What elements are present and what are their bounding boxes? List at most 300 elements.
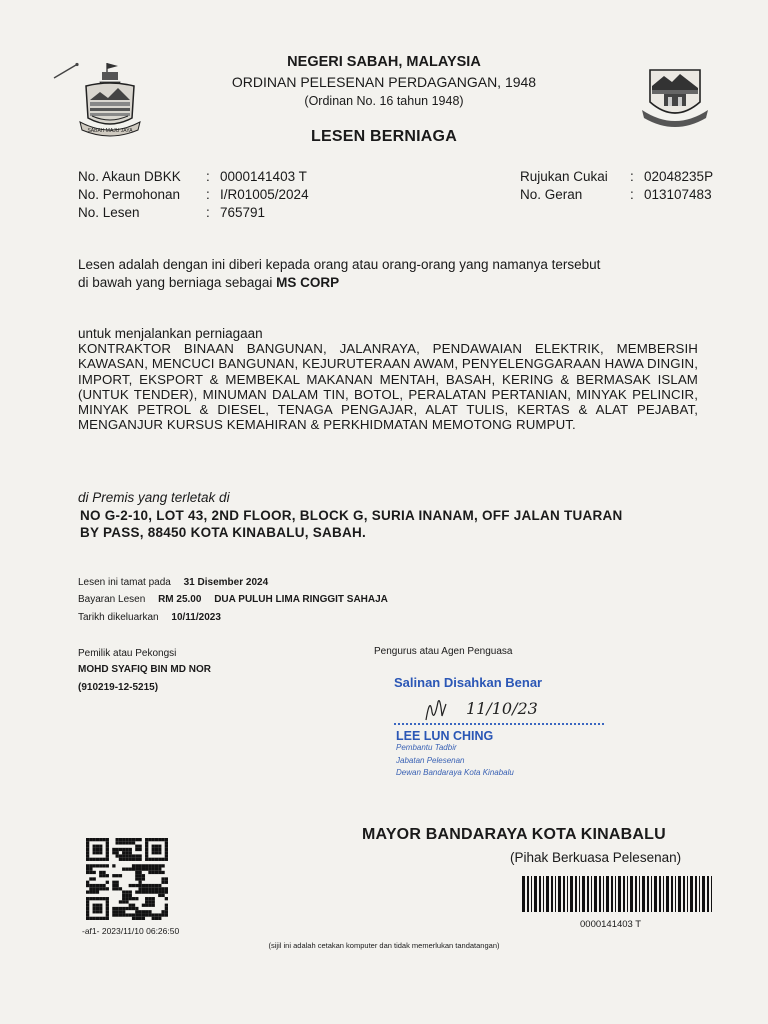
qr-module: [145, 848, 148, 851]
qr-module: [165, 890, 168, 893]
qr-module: [99, 907, 102, 910]
barcode: [520, 876, 718, 912]
qr-module: [106, 838, 109, 841]
barcode-number: 0000141403 T: [580, 919, 642, 930]
id-value: 765791: [220, 205, 266, 220]
qr-module: [138, 871, 141, 874]
qr-module: [132, 904, 135, 907]
qr-module: [129, 868, 132, 871]
id-separator: :: [630, 187, 634, 202]
qr-module: [125, 838, 128, 841]
qr-module: [119, 841, 122, 844]
document-title: LESEN BERNIAGA: [311, 128, 457, 145]
qr-module: [86, 838, 89, 841]
barcode-bar: [591, 876, 592, 912]
premises-label: di Premis yang terletak di: [78, 490, 230, 505]
address-line-2: BY PASS, 88450 KOTA KINABALU, SABAH.: [80, 525, 367, 540]
barcode-bar: [699, 876, 700, 912]
qr-module: [132, 913, 135, 916]
qr-module: [138, 845, 141, 848]
qr-module: [145, 858, 148, 861]
qr-module: [122, 854, 125, 857]
qr-module: [122, 897, 125, 900]
qr-module: [86, 841, 89, 844]
qr-module: [102, 884, 105, 887]
qr-module: [86, 871, 89, 874]
qr-module: [86, 854, 89, 857]
qr-module: [102, 864, 105, 867]
qr-module: [86, 868, 89, 871]
payment-words: DUA PULUH LIMA RINGGIT SAHAJA: [214, 594, 388, 605]
qr-module: [158, 884, 161, 887]
qr-module: [96, 904, 99, 907]
qr-module: [112, 913, 115, 916]
barcode-bar: [666, 876, 669, 912]
barcode-bar: [551, 876, 553, 912]
barcode-bar: [582, 876, 585, 912]
qr-module: [99, 864, 102, 867]
qr-module: [96, 864, 99, 867]
qr-module: [135, 897, 138, 900]
id-value: I/R01005/2024: [220, 187, 309, 202]
barcode-bar: [707, 876, 709, 912]
qr-module: [158, 845, 161, 848]
id-row-grant: [520, 186, 713, 204]
qr-module: [89, 858, 92, 861]
intro-line-1: Lesen adalah dengan ini diberi kepada orang atau orang-orang yang namanya tersebut: [78, 257, 601, 272]
qr-module: [129, 841, 132, 844]
qr-module: [138, 881, 141, 884]
qr-module: [125, 900, 128, 903]
qr-module: [165, 904, 168, 907]
qr-module: [148, 904, 151, 907]
qr-module: [93, 851, 96, 854]
qr-module: [132, 868, 135, 871]
qr-module: [119, 858, 122, 861]
qr-module: [158, 887, 161, 890]
qr-module: [145, 854, 148, 857]
qr-module: [122, 858, 125, 861]
barcode-bar: [711, 876, 712, 912]
qr-module: [135, 913, 138, 916]
qr-module: [125, 851, 128, 854]
issued-line: [78, 611, 221, 625]
qr-module: [99, 845, 102, 848]
qr-module: [122, 851, 125, 854]
qr-module: [165, 887, 168, 890]
barcode-bar: [531, 876, 532, 912]
barcode-bar: [642, 876, 645, 912]
barcode-bar: [575, 876, 577, 912]
qr-module: [102, 871, 105, 874]
barcode-bar: [546, 876, 549, 912]
qr-module: [142, 864, 145, 867]
qr-module: [138, 848, 141, 851]
qr-module: [138, 913, 141, 916]
qr-module: [93, 884, 96, 887]
barcode-bar: [563, 876, 565, 912]
qr-module: [165, 851, 168, 854]
qr-module: [93, 845, 96, 848]
qr-module: [142, 910, 145, 913]
barcode-bar: [579, 876, 580, 912]
qr-module: [165, 841, 168, 844]
qr-module: [135, 907, 138, 910]
payment-line: [78, 593, 388, 607]
qr-module: [152, 868, 155, 871]
qr-module: [158, 913, 161, 916]
owner-ic: (910219-12-5215): [78, 682, 159, 693]
qr-module: [122, 910, 125, 913]
qr-module: [148, 887, 151, 890]
barcode-bar: [651, 876, 652, 912]
qr-module: [102, 897, 105, 900]
qr-module: [129, 838, 132, 841]
business-purpose: KONTRAKTOR BINAAN BANGUNAN, JALANRAYA, PENDAWAIAN ELEKTRIK, MEMBERSIH KAWASAN, MENCUCI BANGUNAN, KEJURUTERAAN AWAM, PENYELENGGARAAN HAWA DINGIN, IMPORT, EKSPORT & MEMBEKAL MAKANAN MENTAH, BASAH, KERING & BERMASAK ISLAM (UNTUK TENDER), MINUMAN DALAM TIN, BOTOL, PERALATAN PERTANIAN, MINYAK PELINCIR, MINYAK PETROL & DIESEL, TENAGA PENGAJAR, ALAT TULIS, KERTAS & ALAT PEJABAT, MENGANJUR KURSUS KEMAHIRAN & PERKHIDMATAN MEMOTONG RUMPUT.: [78, 341, 698, 433]
qr-module: [106, 841, 109, 844]
qr-module: [161, 864, 164, 867]
qr-module: [132, 917, 135, 920]
barcode-bar: [603, 876, 604, 912]
qr-module: [86, 907, 89, 910]
qr-module: [93, 887, 96, 890]
qr-module: [112, 887, 115, 890]
barcode-bar: [615, 876, 616, 912]
qr-module: [165, 845, 168, 848]
purpose-label: untuk menjalankan perniagaan: [78, 326, 263, 341]
qr-module: [96, 897, 99, 900]
qr-module: [138, 910, 141, 913]
id-value: 0000141403 T: [220, 169, 307, 184]
qr-module: [165, 897, 168, 900]
qr-module: [96, 845, 99, 848]
qr-module: [99, 874, 102, 877]
qr-module: [138, 884, 141, 887]
qr-module: [86, 904, 89, 907]
qr-module: [158, 858, 161, 861]
id-separator: :: [206, 187, 210, 202]
qr-module: [132, 838, 135, 841]
qr-module: [145, 913, 148, 916]
qr-module: [155, 848, 158, 851]
qr-module: [152, 845, 155, 848]
qr-module: [158, 868, 161, 871]
qr-module: [161, 858, 164, 861]
qr-module: [93, 917, 96, 920]
qr-module: [135, 868, 138, 871]
qr-module: [106, 897, 109, 900]
qr-module: [125, 913, 128, 916]
qr-module: [161, 838, 164, 841]
qr-module: [135, 838, 138, 841]
qr-module: [99, 858, 102, 861]
qr-module: [158, 894, 161, 897]
qr-module: [96, 907, 99, 910]
ordinance-heading: ORDINAN PELESENAN PERDAGANGAN, 1948: [231, 74, 537, 90]
qr-module: [116, 854, 119, 857]
id-row-tax: [520, 168, 713, 186]
qr-module: [116, 907, 119, 910]
qr-module: [135, 877, 138, 880]
qr-module: [112, 910, 115, 913]
qr-module: [138, 917, 141, 920]
barcode-bar: [635, 876, 637, 912]
qr-module: [112, 848, 115, 851]
qr-module: [122, 848, 125, 851]
qr-module: [99, 838, 102, 841]
qr-module: [93, 897, 96, 900]
id-label: Rujukan Cukai: [520, 169, 608, 184]
qr-module: [112, 851, 115, 854]
barcode-bar: [627, 876, 628, 912]
id-value: 013107483: [644, 187, 712, 202]
qr-module: [116, 884, 119, 887]
qr-module: [102, 887, 105, 890]
qr-module: [89, 877, 92, 880]
owner-name: MOHD SYAFIQ BIN MD NOR: [78, 664, 211, 675]
qr-module: [135, 845, 138, 848]
qr-module: [155, 864, 158, 867]
qr-module: [96, 917, 99, 920]
qr-module: [161, 887, 164, 890]
qr-module: [96, 848, 99, 851]
issued-value: 10/11/2023: [171, 612, 221, 623]
qr-module: [89, 864, 92, 867]
qr-module: [152, 858, 155, 861]
qr-module: [129, 884, 132, 887]
qr-module: [135, 874, 138, 877]
qr-module: [165, 838, 168, 841]
qr-module: [165, 913, 168, 916]
qr-module: [119, 887, 122, 890]
qr-module: [99, 904, 102, 907]
signatory-title: MAYOR BANDARAYA KOTA KINABALU: [362, 826, 666, 843]
qr-module: [116, 848, 119, 851]
barcode-bar: [539, 876, 541, 912]
qr-module: [93, 871, 96, 874]
qr-module: [99, 910, 102, 913]
qr-module: [99, 897, 102, 900]
qr-module: [132, 907, 135, 910]
qr-module: [116, 913, 119, 916]
qr-module: [86, 890, 89, 893]
barcode-bar: [623, 876, 625, 912]
qr-module: [158, 890, 161, 893]
qr-module: [116, 910, 119, 913]
qr-module: [86, 858, 89, 861]
qr-module: [135, 917, 138, 920]
barcode-bar: [606, 876, 609, 912]
qr-module: [148, 913, 151, 916]
qr-module: [145, 868, 148, 871]
qr-module: [138, 887, 141, 890]
qr-module: [125, 848, 128, 851]
qr-module: [106, 851, 109, 854]
qr-module: [135, 884, 138, 887]
qr-module: [145, 884, 148, 887]
qr-module: [119, 838, 122, 841]
qr-module: [142, 890, 145, 893]
qr-module: [161, 881, 164, 884]
qr-module: [125, 858, 128, 861]
qr-module: [152, 851, 155, 854]
qr-module: [122, 841, 125, 844]
qr-module: [152, 890, 155, 893]
qr-module: [145, 851, 148, 854]
qr-module: [106, 845, 109, 848]
barcode-bar: [687, 876, 688, 912]
qr-module: [99, 917, 102, 920]
qr-module: [106, 864, 109, 867]
qr-module: [155, 851, 158, 854]
qr-module: [86, 881, 89, 884]
qr-module: [116, 841, 119, 844]
barcode-bar: [558, 876, 561, 912]
qr-module: [119, 848, 122, 851]
signatory-subtitle: (Pihak Berkuasa Pelesenan): [510, 850, 682, 865]
qr-module: [165, 858, 168, 861]
qr-module: [102, 858, 105, 861]
barcode-bar: [594, 876, 597, 912]
qr-module: [148, 900, 151, 903]
qr-module: [96, 890, 99, 893]
qr-module: [125, 868, 128, 871]
qr-module: [93, 858, 96, 861]
qr-module: [93, 848, 96, 851]
id-label: No. Permohonan: [78, 187, 181, 202]
qr-module: [112, 874, 115, 877]
qr-module: [89, 868, 92, 871]
qr-module: [89, 917, 92, 920]
id-value: 02048235P: [644, 169, 714, 184]
qr-module: [129, 907, 132, 910]
qr-module: [129, 858, 132, 861]
qr-code: [86, 838, 168, 920]
qr-module: [96, 838, 99, 841]
qr-module: [119, 913, 122, 916]
barcode-bar: [543, 876, 544, 912]
qr-module: [145, 904, 148, 907]
owner-label: Pemilik atau Pekongsi: [78, 648, 177, 659]
qr-module: [129, 894, 132, 897]
qr-module: [106, 881, 109, 884]
barcode-bar: [663, 876, 664, 912]
qr-module: [129, 848, 132, 851]
qr-module: [93, 910, 96, 913]
qr-module: [161, 890, 164, 893]
qr-module: [135, 858, 138, 861]
qr-module: [86, 900, 89, 903]
qr-module: [89, 897, 92, 900]
qr-module: [158, 848, 161, 851]
qr-module: [148, 897, 151, 900]
qr-module: [152, 917, 155, 920]
qr-module: [152, 864, 155, 867]
barcode-bar: [675, 876, 676, 912]
qr-module: [158, 864, 161, 867]
barcode-bar: [570, 876, 573, 912]
qr-module: [86, 848, 89, 851]
qr-module: [86, 913, 89, 916]
qr-module: [165, 910, 168, 913]
barcode-bar: [630, 876, 633, 912]
qr-module: [148, 890, 151, 893]
qr-module: [89, 838, 92, 841]
qr-module: [106, 917, 109, 920]
id-label: No. Geran: [520, 187, 583, 202]
qr-module: [148, 864, 151, 867]
officer-position: Pembantu Tadbir: [396, 743, 457, 752]
qr-module: [165, 877, 168, 880]
qr-module: [122, 838, 125, 841]
qr-module: [142, 904, 145, 907]
qr-module: [122, 868, 125, 871]
qr-module: [125, 894, 128, 897]
id-row-application: [78, 186, 309, 204]
qr-module: [86, 910, 89, 913]
qr-module: [119, 910, 122, 913]
expiry-value: 31 Disember 2024: [183, 577, 269, 588]
barcode-bar: [654, 876, 657, 912]
barcode-bar: [555, 876, 556, 912]
qr-module: [93, 838, 96, 841]
barcode-bar: [522, 876, 525, 912]
qr-module: [155, 858, 158, 861]
qr-module: [138, 854, 141, 857]
state-heading: NEGERI SABAH, MALAYSIA: [287, 54, 481, 70]
agent-label: Pengurus atau Agen Penguasa: [374, 646, 513, 657]
handwritten-date: 11/10/23: [466, 699, 538, 718]
qr-module: [116, 851, 119, 854]
qr-module: [125, 854, 128, 857]
qr-module: [155, 917, 158, 920]
business-name: MS CORP: [276, 275, 340, 290]
qr-module: [155, 887, 158, 890]
qr-module: [106, 904, 109, 907]
qr-module: [165, 848, 168, 851]
qr-module: [158, 871, 161, 874]
qr-module: [93, 890, 96, 893]
qr-module: [152, 913, 155, 916]
qr-module: [93, 864, 96, 867]
qr-module: [86, 845, 89, 848]
barcode-bar: [618, 876, 621, 912]
qr-module: [158, 838, 161, 841]
qr-module: [86, 917, 89, 920]
qr-module: [152, 897, 155, 900]
qr-module: [148, 868, 151, 871]
barcode-bar: [695, 876, 697, 912]
qr-module: [145, 838, 148, 841]
expiry-label: Lesen ini tamat pada: [78, 577, 171, 588]
qr-module: [145, 897, 148, 900]
qr-module: [119, 900, 122, 903]
qr-module: [138, 890, 141, 893]
qr-module: [106, 913, 109, 916]
qr-module: [138, 858, 141, 861]
qr-module: [129, 851, 132, 854]
qr-caption: -af1- 2023/11/10 06:26:50: [82, 926, 180, 936]
qr-module: [132, 897, 135, 900]
qr-module: [125, 907, 128, 910]
account-details-left: [78, 168, 309, 222]
qr-module: [112, 884, 115, 887]
qr-module: [89, 871, 92, 874]
qr-module: [132, 858, 135, 861]
id-separator: :: [206, 205, 210, 220]
qr-module: [106, 900, 109, 903]
qr-module: [148, 838, 151, 841]
